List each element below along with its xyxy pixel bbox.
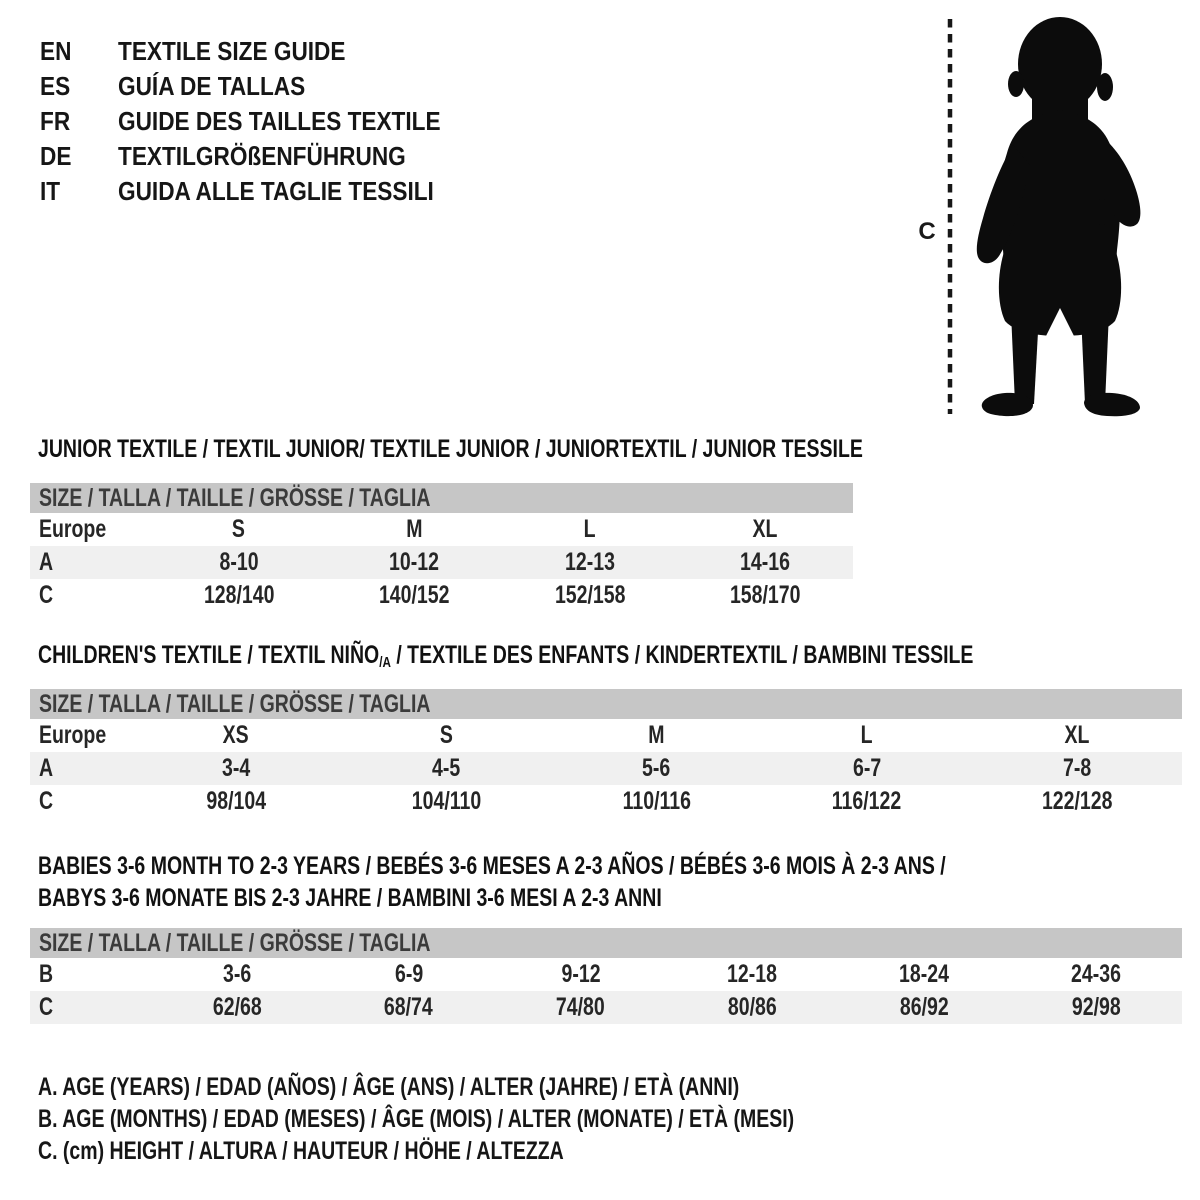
language-code-text: FR: [40, 106, 71, 136]
language-title-text: TEXTILGRÖßENFÜHRUNG: [118, 141, 406, 171]
row-label: [30, 754, 131, 783]
junior-row-age: [30, 546, 853, 579]
language-row-en: [40, 34, 489, 69]
value-cell: 18-24: [899, 960, 950, 988]
value-cell: 8-10: [219, 548, 259, 576]
row-label-text: A: [39, 754, 54, 782]
junior-row-height: [30, 579, 853, 612]
junior-section-title: [38, 436, 1096, 462]
language-title: [118, 141, 449, 172]
value-cell: 98/104: [206, 787, 266, 815]
size-header-text: SIZE / TALLA / TAILLE / GRÖSSE / TAGLIA: [39, 483, 431, 512]
language-row-es: [40, 69, 489, 104]
row-label-text: Europe: [39, 515, 107, 543]
value-cell: 104/110: [411, 787, 482, 815]
children-row-europe: [30, 719, 1182, 752]
language-title: [118, 36, 379, 67]
language-code: [40, 176, 118, 207]
value-cell: 116/122: [831, 787, 902, 815]
language-title: [118, 106, 489, 137]
language-code-text: ES: [40, 71, 71, 101]
babies-row-height: [30, 991, 1182, 1024]
value-cell: 140/152: [379, 581, 450, 609]
children-row-age: [30, 752, 1182, 785]
language-title: [118, 71, 333, 102]
value-cell: 6-7: [852, 754, 881, 782]
row-label: [30, 548, 151, 577]
row-label: [30, 721, 131, 750]
language-code-text: IT: [40, 176, 61, 206]
row-label-text: B: [39, 960, 54, 988]
size-cell: S: [439, 721, 453, 749]
language-row-it: [40, 174, 489, 209]
language-code: [40, 71, 118, 102]
measure-label-c: C: [918, 218, 936, 245]
value-cell: 10-12: [389, 548, 440, 576]
value-cell: 9-12: [561, 960, 601, 988]
size-cell: XL: [1064, 721, 1090, 749]
size-cell: XS: [223, 721, 250, 749]
size-cell: M: [648, 721, 665, 749]
language-title-text: GUIDA ALLE TAGLIE TESSILI: [118, 176, 434, 206]
baby-silhouette-icon: [977, 17, 1141, 416]
language-row-fr: [40, 104, 489, 139]
size-cell: M: [406, 515, 423, 543]
value-cell: 6-9: [394, 960, 423, 988]
row-label: [30, 787, 131, 816]
language-code-text: DE: [40, 141, 72, 171]
legend-line-age-years: A. AGE (YEARS) / EDAD (AÑOS) / ÂGE (ANS) / ALTER (JAHRE) / ETÀ (ANNI): [38, 1072, 740, 1101]
value-cell: 74/80: [556, 993, 605, 1021]
babies-table-header-bar: [30, 928, 1182, 958]
legend-line-height-cm: C. (cm) HEIGHT / ALTURA / HAUTEUR / HÖHE / ALTEZZA: [38, 1136, 564, 1165]
row-label: [30, 993, 151, 1022]
value-cell: 24-36: [1071, 960, 1121, 988]
row-label-text: A: [39, 548, 54, 576]
row-label: [30, 581, 151, 610]
junior-section-title-text: JUNIOR TEXTILE / TEXTIL JUNIOR/ TEXTILE JUNIOR / JUNIORTEXTIL / JUNIOR TESSILE: [38, 434, 863, 463]
value-cell: 12-13: [564, 548, 615, 576]
children-row-height: [30, 785, 1182, 818]
row-label-text: C: [39, 787, 54, 815]
junior-row-europe: [30, 513, 853, 546]
size-header-text: SIZE / TALLA / TAILLE / GRÖSSE / TAGLIA: [39, 689, 431, 718]
value-cell: 62/68: [212, 993, 262, 1021]
size-cell: S: [232, 515, 246, 543]
junior-table-header-bar: [30, 483, 853, 513]
value-cell: 158/170: [730, 581, 801, 609]
size-header-text: SIZE / TALLA / TAILLE / GRÖSSE / TAGLIA: [39, 928, 431, 957]
babies-section-title: [38, 850, 1200, 914]
row-label-text: C: [39, 581, 54, 609]
legend-line-age-months: B. AGE (MONTHS) / EDAD (MESES) / ÂGE (MOIS) / ALTER (MONATE) / ETÀ (MESI): [38, 1104, 795, 1133]
value-cell: 86/92: [899, 993, 949, 1021]
value-cell: 5-6: [642, 754, 671, 782]
value-cell: 12-18: [727, 960, 778, 988]
value-cell: 68/74: [384, 993, 434, 1021]
value-cell: 7-8: [1062, 754, 1092, 782]
language-list: [40, 34, 489, 209]
value-cell: 92/98: [1071, 993, 1121, 1021]
babies-size-table: [30, 928, 1182, 1024]
language-title-text: TEXTILE SIZE GUIDE: [118, 36, 346, 66]
language-title: [118, 176, 481, 207]
size-cell: L: [860, 721, 873, 749]
title-subscript: /A: [379, 653, 391, 671]
value-cell: 110/116: [622, 787, 691, 815]
value-cell: 122/128: [1041, 787, 1113, 815]
children-section-title: [38, 640, 1200, 671]
row-label-text: Europe: [39, 721, 107, 749]
row-label: [30, 960, 151, 989]
size-cell: XL: [752, 515, 778, 543]
language-title-text: GUÍA DE TALLAS: [118, 71, 306, 101]
row-label-text: C: [39, 993, 54, 1021]
children-table-header-bar: [30, 689, 1182, 719]
language-code: [40, 36, 118, 67]
size-cell: L: [583, 515, 596, 543]
junior-size-table: [30, 483, 853, 612]
row-label: [30, 515, 151, 544]
babies-title-line2: BABYS 3-6 MONATE BIS 2-3 JAHRE / BAMBINI 3-6 MESI A 2-3 ANNI: [38, 883, 662, 912]
children-size-table: [30, 689, 1182, 818]
language-code: [40, 141, 118, 172]
value-cell: 80/86: [727, 993, 777, 1021]
value-cell: 3-4: [222, 754, 251, 782]
language-row-de: [40, 139, 489, 174]
language-code-text: EN: [40, 36, 72, 66]
value-cell: 152/158: [554, 581, 625, 609]
value-cell: 4-5: [432, 754, 461, 782]
baby-figure: [880, 14, 1160, 426]
babies-title-line1: BABIES 3-6 MONTH TO 2-3 YEARS / BEBÉS 3-6 MESES A 2-3 AÑOS / BÉBÉS 3-6 MOIS À 2-3 ANS /: [38, 851, 946, 880]
value-cell: 3-6: [222, 960, 252, 988]
legend: [38, 1071, 1007, 1167]
babies-row-age-months: [30, 958, 1182, 991]
children-section-title-text: CHILDREN'S TEXTILE / TEXTIL NIÑO/A / TEXTILE DES ENFANTS / KINDERTEXTIL / BAMBINI TESSILE: [38, 640, 974, 671]
value-cell: 14-16: [740, 548, 791, 576]
value-cell: 128/140: [203, 581, 274, 609]
language-title-text: GUIDE DES TAILLES TEXTILE: [118, 106, 441, 136]
language-code: [40, 106, 118, 137]
